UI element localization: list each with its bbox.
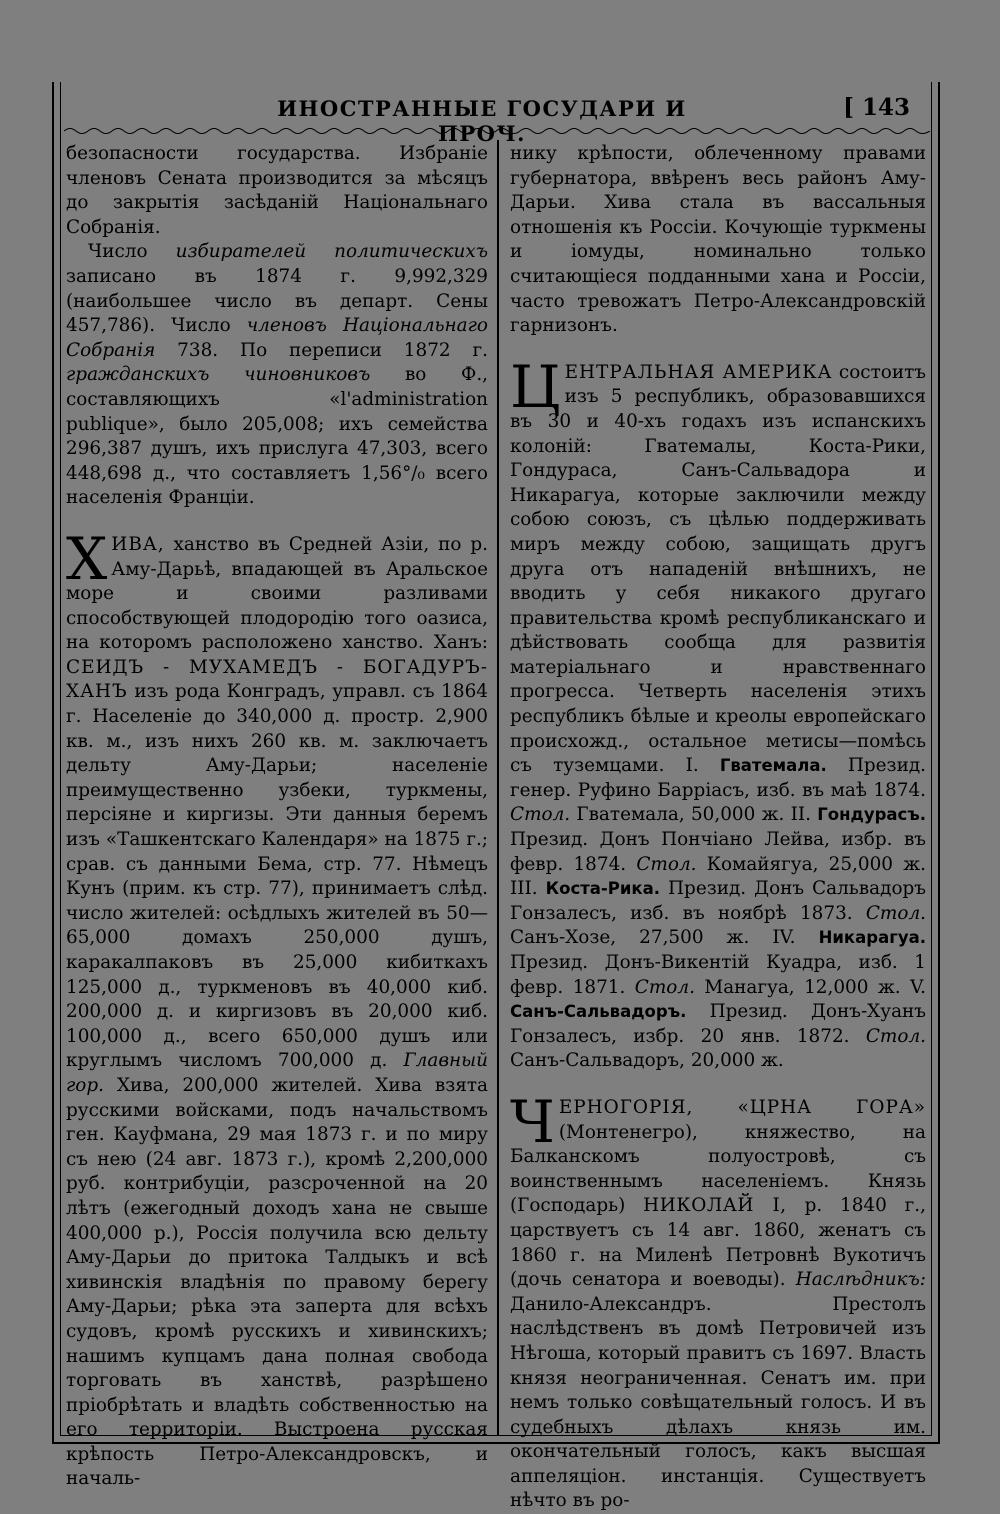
drop-cap: Ч xyxy=(510,1087,555,1156)
page-title: ИНОСТРАННЫЕ ГОСУДАРИ И ПРОЧ. xyxy=(277,96,687,146)
montenegro-section: ЧЕРНОГОРІЯ, «ЦРНА ГОРА» (Монтенегро), княжество, на Балканскомъ полуостровѣ, съ воинственнымъ населеніемъ. Князь (Господарь) НИКОЛАЙ I, р. 1840 г., царствуетъ съ 14 авг. 1860, женатъ съ 1860 г. на Миленѣ Петровнѣ Вукотичъ (дочь сенатора и воеводы). Наслѣдникъ: Данило-Александръ. Престолъ наслѣдственъ въ домѣ Петровичей изъ Нѣгоша, который правитъ съ 1697. Власть князя неограниченная. Сенатъ им. при немъ только совѣщательный голосъ. И въ судебныхъ дѣлахъ князь им. окончательный голосъ, какъ высшая аппеляціон. инстанція. Существуетъ нѣчто въ ро- xyxy=(510,1087,926,1512)
section-heading: ЕНТРАЛЬНАЯ АМЕРИКА xyxy=(564,361,833,383)
section-heading: ИВА, xyxy=(111,533,165,555)
page-number: [ 143 xyxy=(843,94,910,121)
ruler-name: СЕИДЪ - МУХАМЕДЪ - БОГАДУРЪ-ХАНЪ xyxy=(66,656,488,703)
header-ornament-rule xyxy=(64,126,930,136)
left-column xyxy=(66,142,488,1492)
section-heading: ЕРНОГОРІЯ, «ЦРНА ГОРА» xyxy=(558,1096,926,1118)
right-column xyxy=(510,142,926,1514)
column-divider xyxy=(497,140,499,1436)
khiva-section: ХИВА, ханство въ Средней Азіи, по р. Аму-Дарьѣ, впадающей въ Аральское море и своими разливами способствующей плодородію того оазиса, на которомъ расположено ханство. Ханъ: СЕИДЪ - МУХАМЕДЪ - БОГАДУРЪ-ХАНЪ изъ рода Конградъ, управл. съ 1864 г. Населеніе до 340,000 д. простр. 2,900 кв. м., изъ нихъ 260 кв. м. заключаетъ дельту Аму-Дарьи; населеніе преимущественно узбеки, туркмены, персіяне и киргизы. Эти данныя беремъ изъ «Ташкентскаго Календаря» на 1875 г.; срав. съ данными Бема, стр. 77. Нѣмецъ Кунъ (прим. къ стр. 77), принимаетъ слѣд. число жителей: осѣдлыхъ жителей въ 50—65,000 домахъ 250,000 душъ, каракалпаковъ въ 25,000 кибиткахъ 125,000 д., туркменовъ въ 40,000 киб. 200,000 д. и киргизовъ въ 20,000 киб. 100,000 д., всего 650,000 душъ или круглымъ числомъ 700,000 д. Главный гор. Хива, 200,000 жителей. Хива взята русскими войсками, подъ начальствомъ ген. Кауфмана, 29 мая 1873 г. и по миру съ нею (24 авг. 1873 г.), кромѣ 2,200,000 руб. контрибуціи, разсроченной на 20 лѣтъ (ежегодный доходъ хана не свыше 400,000 р.), Россія получила всю дельту Аму-Дарьи до притока Талдыкъ и всѣ хивинскія владѣнія по правому берегу Аму-Дарьи; рѣка эта заперта для всѣхъ судовъ, кромѣ русскихъ и хивинскихъ; нашимъ купцамъ дана полная свобода торговать въ ханствѣ, разрѣшено пріобрѣтать и владѣть собственностью на его территоріи. Выстроена русская крѣпость Петро-Александровскъ, и началь- xyxy=(66,524,488,1490)
drop-cap: Ц xyxy=(510,352,561,421)
france-voters-paragraph: Число избирателей политическихъ записано въ 1874 г. 9,992,329 (наибольшее число въ департ. Сены 457,786). Число членовъ Національнаго Собранія 738. По переписи 1872 г. гражданскихъ чиновниковъ во Ф., составляющихъ «l'administration publique», было 205,008; ихъ семейства 296,387 душъ, ихъ прислуга 47,303, всего 448,698 д., что составляетъ 1,56°/₀ всего населенія Франціи. xyxy=(66,241,489,509)
central-america-section: ЦЕНТРАЛЬНАЯ АМЕРИКА состоитъ изъ 5 республикъ, образовавшихся въ 30 и 40-хъ годахъ изъ испанскихъ колоній: Гватемалы, Коста-Рики, Гондураса, Санъ-Сальвадора и Никарагуа, которые заключили между собою союзъ, съ цѣлью поддерживать миръ между собою, защищать другъ друга отъ нападеній внѣшнихъ, не вводить у себя никакого другаго правительства кромѣ республиканскаго и дѣйствовать сообща для развитія матеріальнаго и нравственнаго прогресса. Четверть населенія этихъ республикъ бѣлые и креолы европейскаго происхожд., остальное метисы—помѣсь съ туземцами. I. Гватемала. Презид. генер. Руфино Баррiасъ, изб. въ маѣ 1874. Стол. Гватемала, 50,000 ж. II. Гондурасъ. Презид. Донъ Пончiано Лейва, избр. въ февр. 1874. Стол. Комайягуа, 25,000 ж. III. Коста-Рика. Презид. Донъ Сальвадоръ Гонзалесъ, изб. въ ноябрѣ 1873. Стол. Санъ-Хозе, 27,500 ж. IV. Никарагуа. Презид. Донъ-Викентiй Куадра, изб. 1 февр. 1871. Стол. Манагуа, 12,000 ж. V. Санъ-Сальвадоръ. Презид. Донъ-Хуанъ Гонзалесъ, избр. 20 янв. 1872. Стол. Санъ-Сальвадоръ, 20,000 ж. xyxy=(510,352,927,1072)
khiva-continued-paragraph: нику крѣпости, облеченному правами губернатора, ввѣренъ весь районъ Аму-Дарьи. Хива стала въ вассальныя отношенія къ Россіи. Кочующіе туркмены и іомуды, номинально только считающіеся подданными хана и Россіи, часто тревожатъ Петро-Александровскій гарнизонъ. xyxy=(510,143,926,337)
ruler-name: НИКОЛАЙ I, xyxy=(643,1195,787,1217)
drop-cap: Х xyxy=(66,524,108,593)
france-senate-paragraph: безопасности государства. Избраніе членовъ Сената производится за мѣсяцъ до закрытія засѣданій Національнаго Собранія. xyxy=(66,143,488,238)
